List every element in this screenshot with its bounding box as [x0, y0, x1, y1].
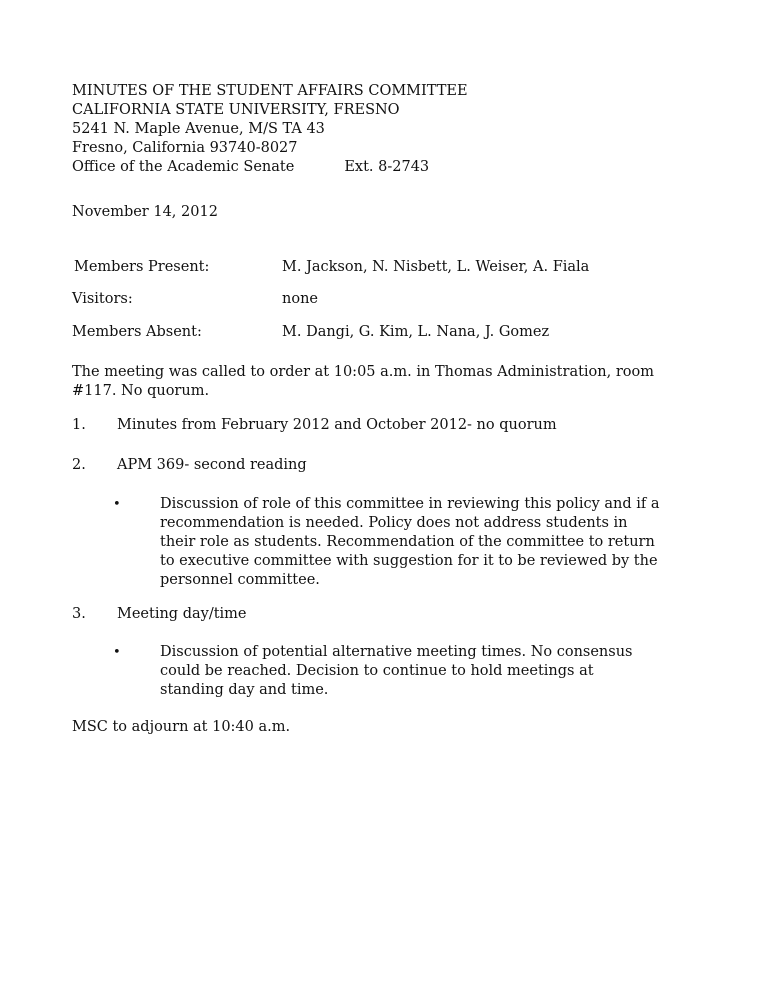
members-present-label: Members Present:: [74, 259, 210, 275]
agenda-item-text: Minutes from February 2012 and October 2012- no quorum: [117, 417, 557, 433]
agenda-item-number: 1.: [72, 417, 86, 433]
visitors-value: none: [282, 291, 318, 307]
header-address: 5241 N. Maple Avenue, M/S TA 43: [72, 121, 325, 137]
agenda-item-text: APM 369- second reading: [117, 457, 307, 473]
call-to-order-paragraph: The meeting was called to order at 10:05 a.m. in Thomas Administration, room #117. No quorum.: [72, 364, 654, 399]
document-header: [72, 82, 468, 177]
header-title: MINUTES OF THE STUDENT AFFAIRS COMMITTEE: [72, 83, 468, 99]
bullet-icon: •: [113, 645, 121, 660]
members-absent-label: Members Absent:: [72, 324, 202, 340]
header-office: Office of the Academic Senate: [72, 159, 295, 175]
agenda-item-number: 2.: [72, 457, 86, 473]
meeting-date: November 14, 2012: [72, 204, 218, 220]
header-office-line: [72, 158, 468, 177]
bullet-icon: •: [113, 497, 121, 512]
header-extension: Ext. 8-2743: [344, 159, 430, 175]
bullet-text: Discussion of potential alternative meeting times. No consensus could be reached. Decision to continue to hold meetings at standing day and time.: [160, 644, 633, 698]
header-city: Fresno, California 93740-8027: [72, 140, 298, 156]
agenda-item-text: Meeting day/time: [117, 606, 247, 622]
agenda-item-number: 3.: [72, 606, 86, 622]
visitors-label: Visitors:: [72, 291, 133, 307]
bullet-text: Discussion of role of this committee in reviewing this policy and if a recommendation is needed. Policy does not address students in their role as students. Recommendation of the committee to return to executive committee with suggestion for it to be reviewed by the personnel committee.: [160, 496, 660, 588]
header-university: CALIFORNIA STATE UNIVERSITY, FRESNO: [72, 102, 400, 118]
adjournment-line: MSC to adjourn at 10:40 a.m.: [72, 719, 291, 735]
members-absent-value: M. Dangi, G. Kim, L. Nana, J. Gomez: [282, 324, 550, 340]
members-present-value: M. Jackson, N. Nisbett, L. Weiser, A. Fiala: [282, 259, 590, 275]
